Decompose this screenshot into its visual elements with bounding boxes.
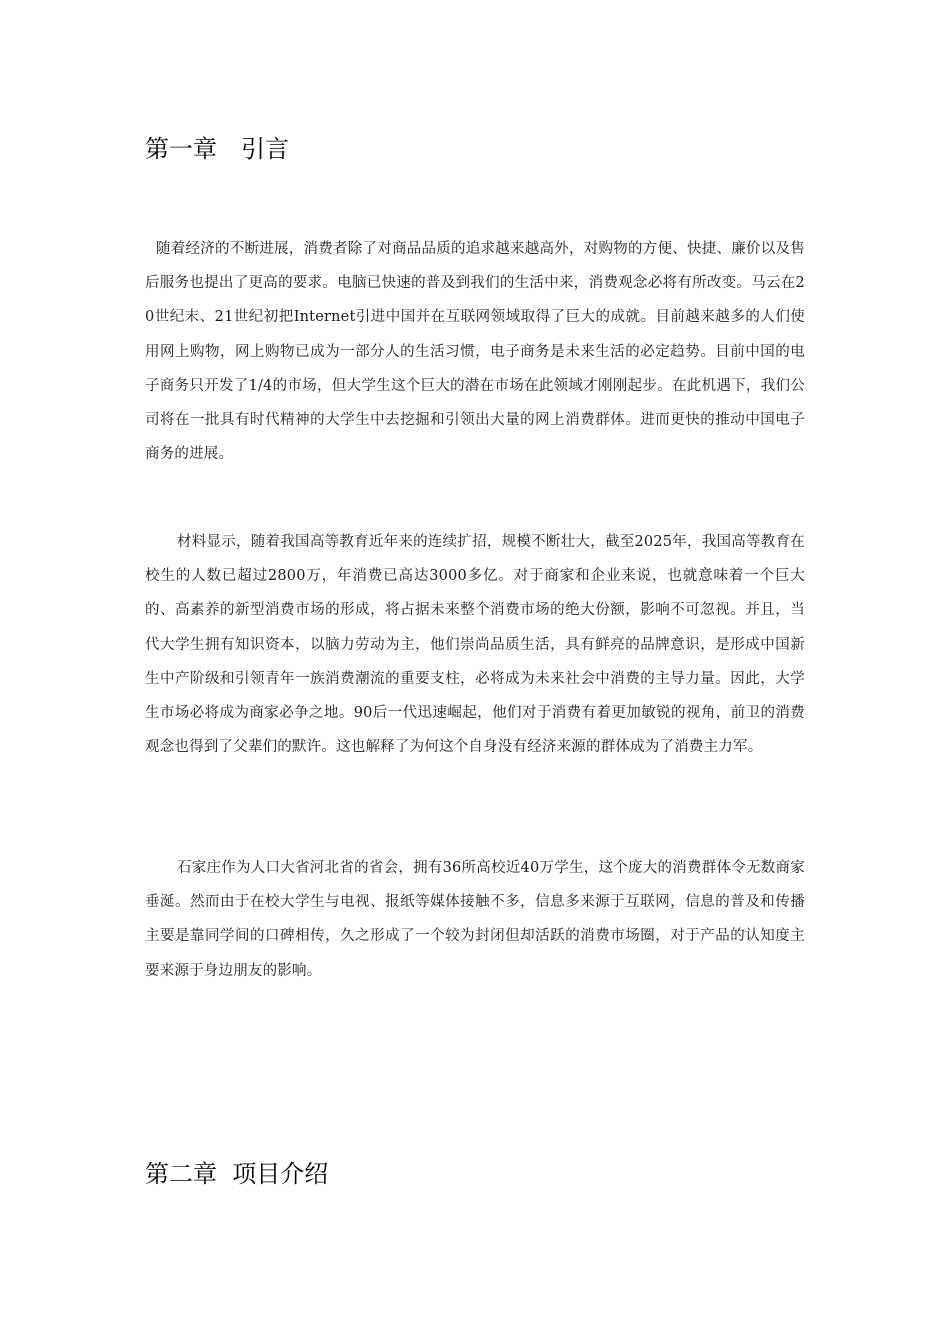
chapter-1-paragraph-2: 材料显示，随着我国高等教育近年来的连续扩招，规模不断壮大，截至2025年，我国高等教育在校生的人数已超过2800万，年消费已高达3000多亿。对于商家和企业来说，也就意味着一个巨大的、高素养的新型消费市场的形成，将占据未来整个消费市场的绝大份额，影响不可忽视。并且，当代大学生拥有知识资本，以脑力劳动为主，他们崇尚品质生活，具有鲜亮的品牌意识，是形成中国新生中产阶级和引领青年一族消费潮流的重要支柱，必将成为未来社会中消费的主导力量。因此，大学生市场必将成为商家必争之地。90后一代迅速崛起，他们对于消费有着更加敏锐的视角，前卫的消费观念也得到了父辈们的默许。这也解释了为何这个自身没有经济来源的群体成为了消费主力军。 xyxy=(145,534,805,756)
chapter-1-paragraph-3: 石家庄作为人口大省河北省的省会，拥有36所高校近40万学生，这个庞大的消费群体令无数商家垂涎。然而由于在校大学生与电视、报纸等媒体接触不多，信息多来源于互联网，信息的普及和传播主要是靠同学间的口碑相传，久之形成了一个较为封闭但却活跃的消费市场圈，对于产品的认知度主要来源于身边朋友的影响。 xyxy=(145,860,805,979)
chapter-1-paragraph-1: 随着经济的不断进展，消费者除了对商品品质的追求越来越高外，对购物的方便、快捷、廉价以及售后服务也提出了更高的要求。电脑已快速的普及到我们的生活中来，消费观念必将有所改变。马云在20世纪末、21世纪初把Internet引进中国并在互联网领域取得了巨大的成就。目前越来越多的人们使用网上购物，网上购物已成为一部分人的生活习惯，电子商务是未来生活的必定趋势。目前中国的电子商务只开发了1/4的市场，但大学生这个巨大的潜在市场在此领域才刚刚起步。在此机遇下，我们公司将在一批具有时代精神的大学生中去挖掘和引领出大量的网上消费群体。进而更快的推动中国电子商务的进展。 xyxy=(145,241,805,463)
chapter-1-title: 第一章 引言 xyxy=(145,135,289,163)
chapter-2-title: 第二章 项目介绍 xyxy=(145,1160,329,1188)
